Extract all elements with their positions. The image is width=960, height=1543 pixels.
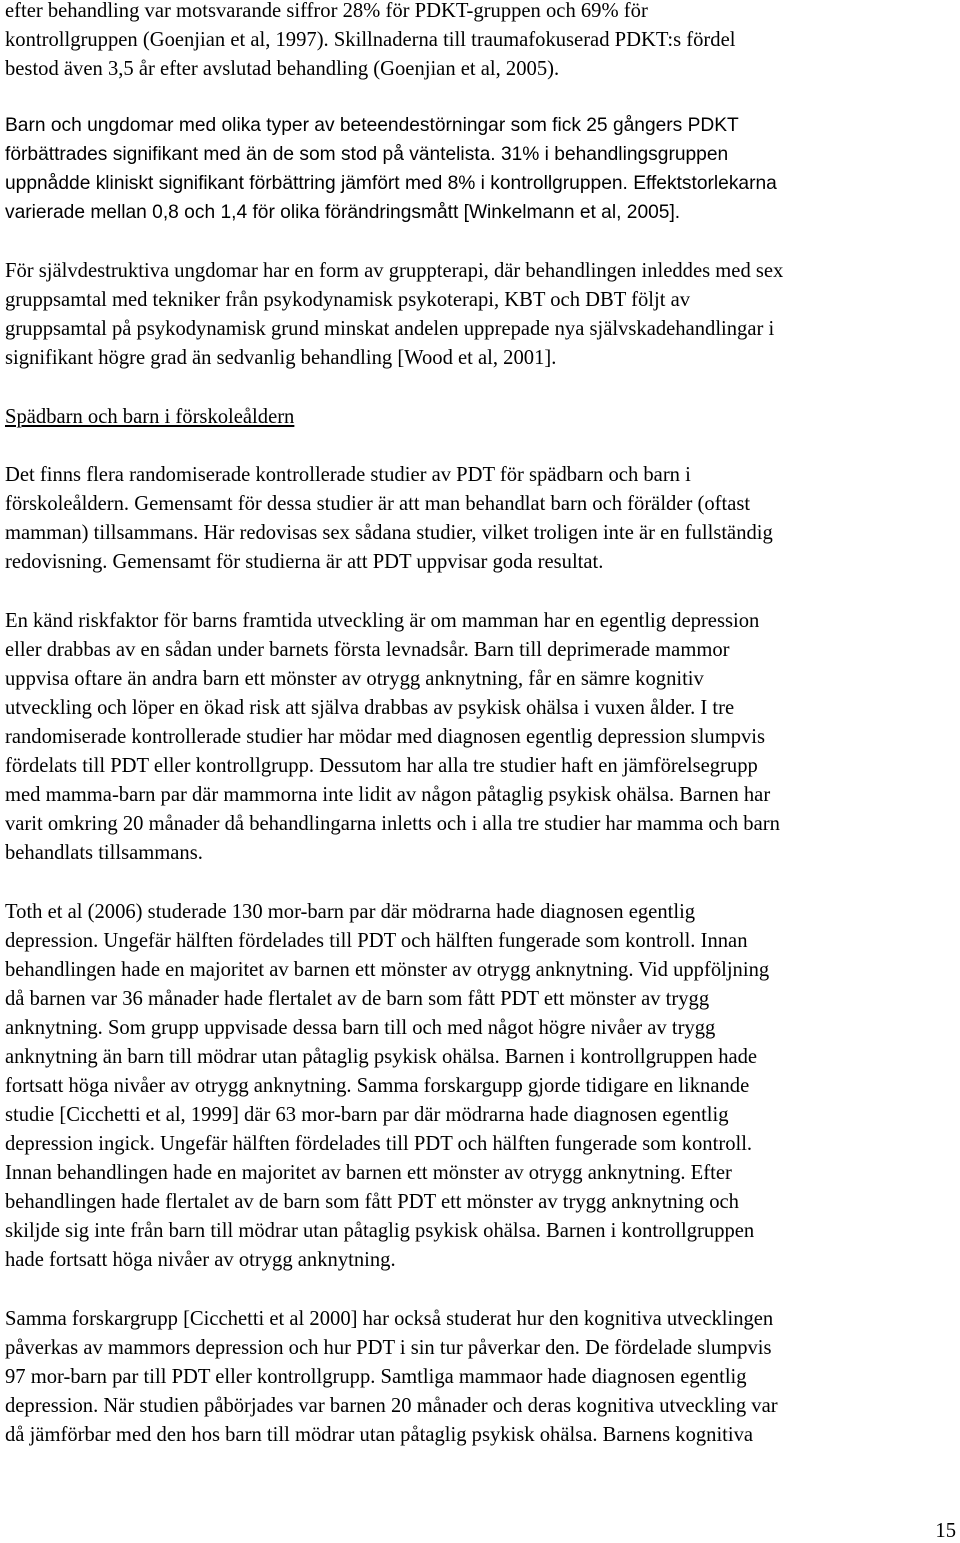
text-line: anknytning än barn till mödrar utan påtaglig psykisk ohälsa. Barnen i kontrollgruppen hade [5, 1046, 758, 1068]
paragraph [5, 461, 773, 577]
text-line: Barn och ungdomar med olika typer av beteendestörningar som fick 25 gångers PDKT [5, 115, 739, 136]
text-line: anknytning. Som grupp uppvisade dessa barn till och med något högre nivåer av trygg [5, 1017, 716, 1039]
paragraph [5, 0, 735, 84]
text-line: mamman) tillsammans. Här redovisas sex sådana studier, vilket troligen inte är en fullständig [5, 522, 773, 544]
text-line: påverkas av mammors depression och hur PDT i sin tur påverkar den. De fördelade slumpvis [5, 1337, 772, 1359]
text-line: 97 mor-barn par till PDT eller kontrollgrupp. Samtliga mammaor hade diagnosen egentlig [5, 1366, 747, 1388]
text-line: med mamma-barn par där mammorna inte lidit av någon påtaglig psykisk ohälsa. Barnen har [5, 784, 771, 806]
text-line: efter behandling var motsvarande siffror 28% för PDKT-gruppen och 69% för [5, 0, 648, 22]
text-line: depression. Ungefär hälften fördelades till PDT och hälften fungerade som kontroll. Innan [5, 930, 748, 952]
text-line: kontrollgruppen (Goenjian et al, 1997). Skillnaderna till traumafokuserad PDKT:s fördel [5, 29, 736, 51]
text-line: fördelats till PDT eller kontrollgrupp. Dessutom har alla tre studier haft en jämförelsegrupp [5, 755, 758, 777]
text-line: gruppsamtal på psykodynamisk grund minskat andelen upprepade nya självskadehandlingar i [5, 318, 775, 340]
text-line: studie [Cicchetti et al, 1999] där 63 mor-barn par där mödrarna hade diagnosen egentlig [5, 1104, 729, 1126]
text-line: För självdestruktiva ungdomar har en form av gruppterapi, där behandlingen inleddes med sex [5, 260, 784, 282]
text-line: Innan behandlingen hade en majoritet av barnen ett mönster av otrygg anknytning. Efter [5, 1162, 732, 1184]
text-line: behandlats tillsammans. [5, 842, 203, 864]
text-line: randomiserade kontrollerade studier har mödar med diagnosen egentlig depression slumpvis [5, 726, 766, 748]
text-line: Det finns flera randomiserade kontrollerade studier av PDT för spädbarn och barn i [5, 464, 691, 486]
paragraph [5, 257, 783, 373]
page-number: 15 [935, 1520, 956, 1542]
text-line: fortsatt höga nivåer av otrygg anknytning. Samma forskargupp gjorde tidigare en liknande [5, 1075, 750, 1097]
text-line: förskoleåldern. Gemensamt för dessa studier är att man behandlat barn och förälder (oftast [5, 493, 751, 515]
text-line: gruppsamtal med tekniker från psykodynamisk psykoterapi, KBT och DBT följt av [5, 289, 691, 311]
text-line: depression. När studien påbörjades var barnen 20 månader och deras kognitiva utveckling var [5, 1395, 778, 1417]
text-line: Toth et al (2006) studerade 130 mor-barn par där mödrarna hade diagnosen egentlig [5, 901, 696, 923]
text-line: eller drabbas av en sådan under barnets första levnadsår. Barn till deprimerade mammor [5, 639, 730, 661]
text-line: utveckling och löper en ökad risk att själva drabbas av psykisk ohälsa i vuxen ålder. I tre [5, 697, 735, 719]
text-line: behandlingen hade flertalet av de barn som fått PDT ett mönster av trygg anknytning och [5, 1191, 739, 1213]
text-line: Samma forskargrupp [Cicchetti et al 2000] har också studerat hur den kognitiva utvecklingen [5, 1308, 774, 1330]
text-line: då jämförbar med den hos barn till mödrar utan påtaglig psykisk ohälsa. Barnens kognitiva [5, 1424, 754, 1446]
paragraph [5, 1305, 778, 1450]
text-line: depression ingick. Ungefär hälften fördelades till PDT och hälften fungerade som kontroll. [5, 1133, 753, 1155]
text-line: då barnen var 36 månader hade flertalet av de barn som fått PDT ett mönster av trygg [5, 988, 710, 1010]
section-heading: Spädbarn och barn i förskoleåldern [5, 406, 295, 428]
text-line: behandlingen hade en majoritet av barnen ett mönster av otrygg anknytning. Vid uppföljning [5, 959, 770, 981]
paragraph [5, 111, 777, 227]
text-line: signifikant högre grad än sedvanlig behandling [Wood et al, 2001]. [5, 347, 557, 369]
text-line: skiljde sig inte från barn till mödrar utan påtaglig psykisk ohälsa. Barnen i kontrollgruppen [5, 1220, 755, 1242]
paragraph [5, 898, 769, 1275]
paragraph [5, 607, 780, 868]
text-line: varierade mellan 0,8 och 1,4 för olika förändringsmått [Winkelmann et al, 2005]. [5, 202, 681, 223]
text-line: uppnådde kliniskt signifikant förbättring jämfört med 8% i kontrollgruppen. Effektstorlekarna [5, 173, 777, 194]
text-line: förbättrades signifikant med än de som stod på väntelista. 31% i behandlingsgruppen [5, 144, 729, 165]
text-line: bestod även 3,5 år efter avslutad behandling (Goenjian et al, 2005). [5, 58, 560, 80]
text-line: En känd riskfaktor för barns framtida utveckling är om mamman har en egentlig depression [5, 610, 760, 632]
text-line: varit omkring 20 månader då behandlingarna inletts och i alla tre studier har mamma och barn [5, 813, 780, 835]
text-line: uppvisa oftare än andra barn ett mönster av otrygg anknytning, får en sämre kognitiv [5, 668, 704, 690]
text-line: redovisning. Gemensamt för studierna är att PDT uppvisar goda resultat. [5, 551, 604, 573]
text-line: hade fortsatt höga nivåer av otrygg anknytning. [5, 1249, 396, 1271]
